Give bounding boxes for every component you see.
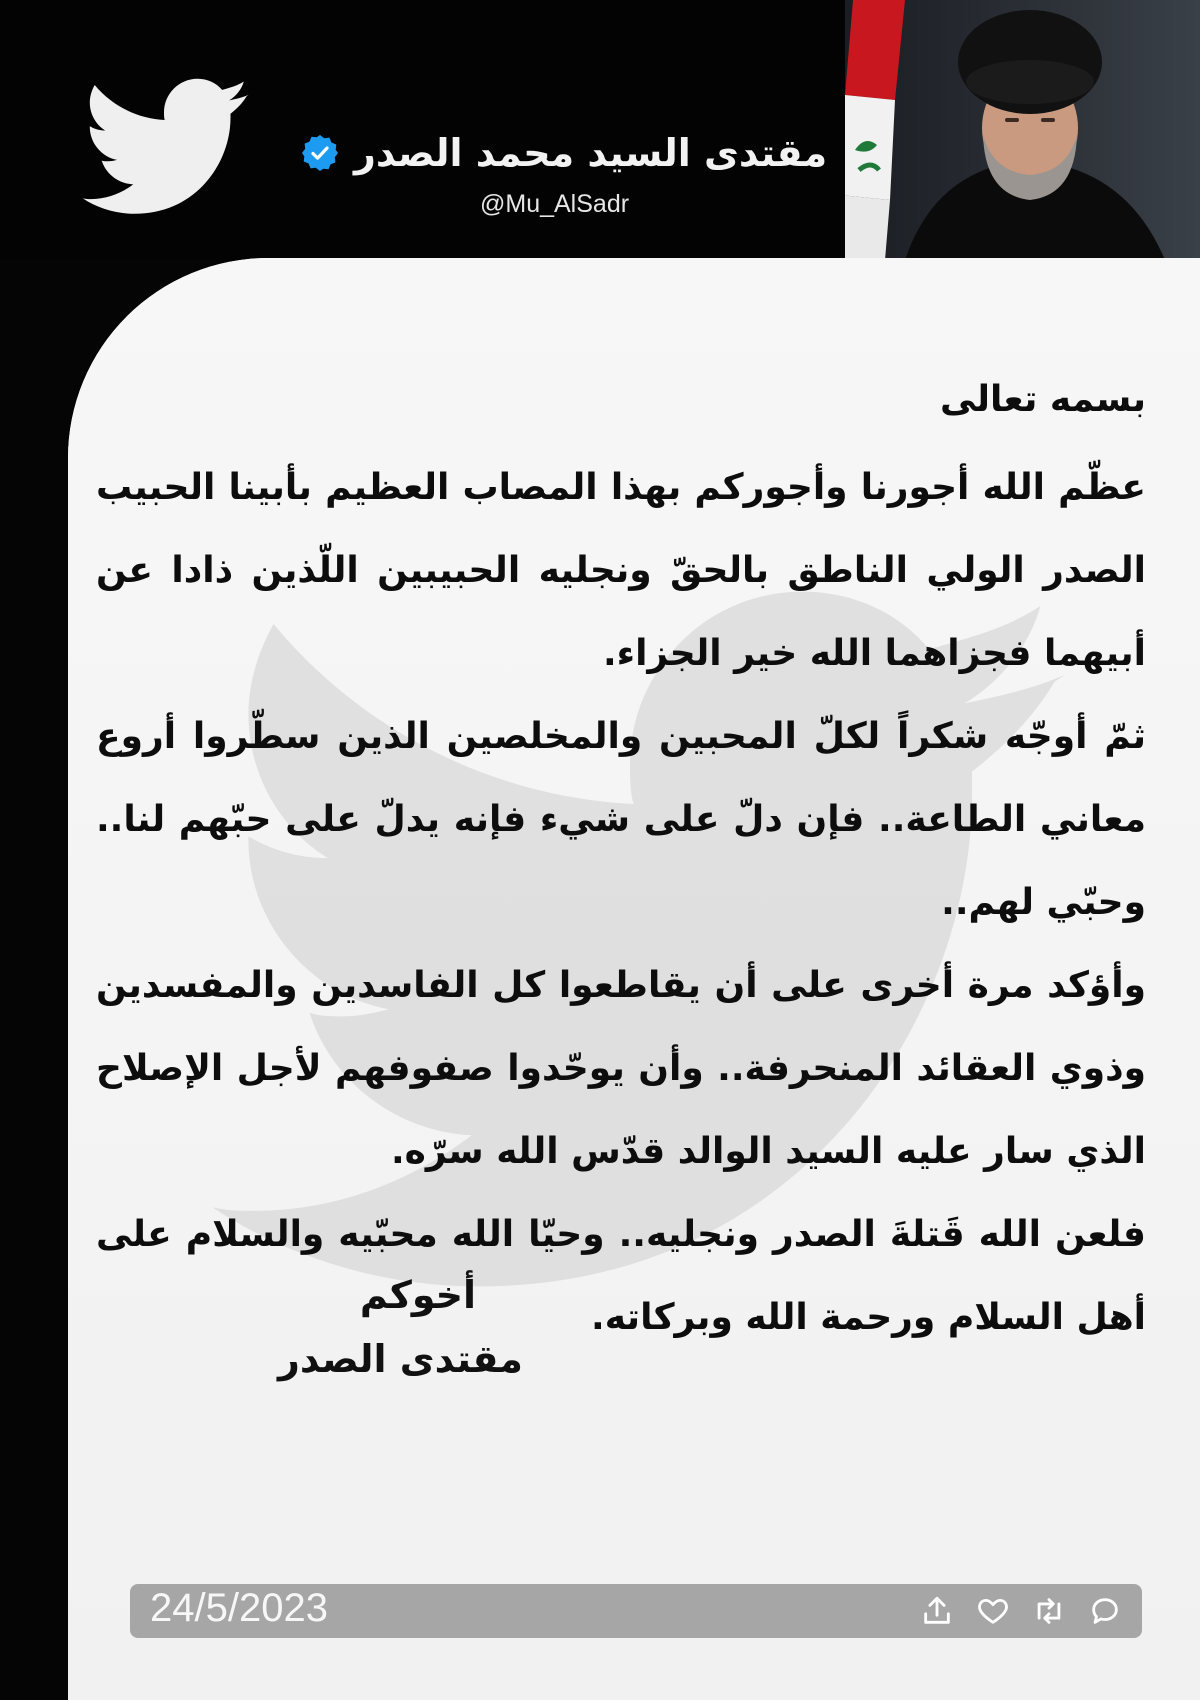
paragraph-condolence: عظّم الله أجورنا وأجوركم بهذا المصاب العظيم بأبينا الحبيب الصدر الولي الناطق بالحقّ ونجليه الحبيبين اللّذين ذادا عن أبيهما فجزاهما الله خير الجزاء. xyxy=(96,467,1146,674)
verified-badge-icon xyxy=(300,133,340,173)
retweet-icon[interactable] xyxy=(1032,1594,1066,1628)
user-handle[interactable]: @Mu_AlSadr xyxy=(480,190,630,218)
signature-line-1: أخوكم xyxy=(359,1273,477,1317)
name-row xyxy=(300,118,827,188)
heart-icon[interactable] xyxy=(976,1594,1010,1628)
tweet-footer-bar xyxy=(130,1584,1142,1638)
signature xyxy=(278,1263,558,1391)
signature-line-2: مقتدى الصدر xyxy=(278,1337,523,1381)
statement-text xyxy=(96,376,1146,1359)
profile-header xyxy=(0,0,1200,260)
display-name[interactable]: مقتدى السيد محمد الصدر xyxy=(354,131,828,175)
paragraph-closing: فلعن الله قَتلةَ الصدر ونجليه.. وحيّا الله محبّيه والسلام على أهل السلام ورحمة الله وبركاته. xyxy=(96,1214,1146,1338)
reply-icon[interactable] xyxy=(1088,1594,1122,1628)
paragraph-thanks: ثمّ أوجّه شكراً لكلّ المحبين والمخلصين الذين سطّروا أروع معاني الطاعة.. فإن دلّ على شيء فإنه يدلّ على حبّهم لنا.. وحبّي لهم.. xyxy=(96,716,1146,923)
twitter-bird-icon xyxy=(80,78,255,218)
tweet-card xyxy=(68,258,1200,1700)
share-icon[interactable] xyxy=(920,1594,954,1628)
profile-photo xyxy=(845,0,1200,260)
tweet-date: 24/5/2023 xyxy=(150,1586,328,1630)
paragraph-boycott: وأؤكد مرة أخرى على أن يقاطعوا كل الفاسدين والمفسدين وذوي العقائد المنحرفة.. وأن يوحّدوا صفوفهم لأجل الإصلاح الذي سار عليه السيد الوالد قدّس الله سرّه. xyxy=(96,965,1146,1172)
salutation: بسمه تعالى xyxy=(940,379,1146,420)
tweet-actions xyxy=(920,1594,1122,1628)
